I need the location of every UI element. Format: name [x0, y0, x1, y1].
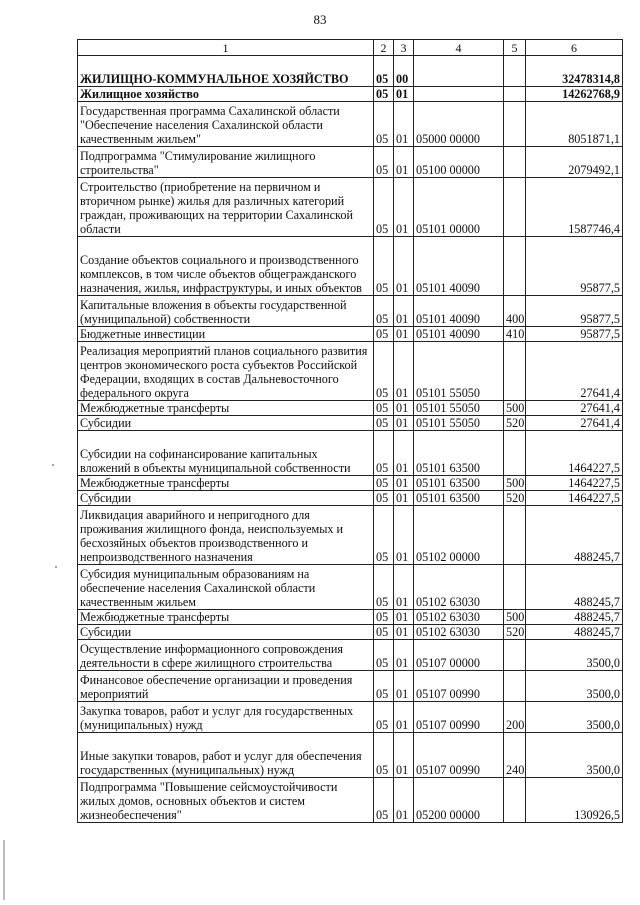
cell-sum: 14262768,9: [526, 87, 623, 102]
cell-sum: 488245,7: [526, 506, 623, 565]
cell-csr: 05000 00000: [414, 102, 504, 147]
table-row: [78, 702, 623, 733]
cell-rz: 05: [374, 342, 394, 401]
cell-rz: 05: [374, 296, 394, 327]
table-row: [78, 565, 623, 610]
table-row: [78, 491, 623, 506]
cell-pr: 01: [394, 671, 414, 702]
cell-sum: 95877,5: [526, 237, 623, 296]
cell-sum: 488245,7: [526, 565, 623, 610]
cell-rz: 05: [374, 327, 394, 342]
cell-name: Осуществление информационного сопровождения деятельности в сфере жилищного строительства: [78, 640, 374, 671]
scan-speck: [55, 566, 57, 568]
page-number: 83: [313, 12, 327, 27]
cell-rz: 05: [374, 56, 394, 87]
cell-name: Межбюджетные трансферты: [78, 610, 374, 625]
cell-pr: 01: [394, 401, 414, 416]
cell-vr: 520: [504, 491, 526, 506]
cell-rz: 05: [374, 87, 394, 102]
table-row: [78, 342, 623, 401]
cell-name: Иные закупки товаров, работ и услуг для обеспечения государственных (муниципальных) нужд: [78, 733, 374, 778]
cell-csr: 05102 63030: [414, 565, 504, 610]
cell-pr: 01: [394, 237, 414, 296]
cell-sum: 2079492,1: [526, 147, 623, 178]
cell-sum: 1464227,5: [526, 431, 623, 476]
scan-speck: [52, 464, 54, 466]
cell-pr: 01: [394, 296, 414, 327]
header-cell: 6: [526, 40, 623, 56]
cell-rz: 05: [374, 640, 394, 671]
cell-sum: 95877,5: [526, 296, 623, 327]
cell-sum: 32478314,8: [526, 56, 623, 87]
cell-vr: 500: [504, 401, 526, 416]
cell-csr: 05101 63500: [414, 491, 504, 506]
cell-csr: [414, 56, 504, 87]
cell-name: Субсидии: [78, 491, 374, 506]
table-row: [78, 87, 623, 102]
cell-csr: 05101 40090: [414, 237, 504, 296]
cell-vr: [504, 178, 526, 237]
header-cell: 1: [78, 40, 374, 56]
cell-rz: 05: [374, 237, 394, 296]
cell-pr: 01: [394, 565, 414, 610]
cell-name: Капитальные вложения в объекты государственной (муниципальной) собственности: [78, 296, 374, 327]
budget-table: [77, 39, 623, 823]
cell-pr: 01: [394, 178, 414, 237]
cell-vr: 520: [504, 416, 526, 431]
table-row: [78, 401, 623, 416]
table-row: [78, 237, 623, 296]
cell-rz: 05: [374, 610, 394, 625]
table-row: [78, 102, 623, 147]
cell-pr: 01: [394, 147, 414, 178]
cell-sum: 27641,4: [526, 342, 623, 401]
table-row: [78, 416, 623, 431]
cell-sum: 488245,7: [526, 610, 623, 625]
cell-sum: 3500,0: [526, 640, 623, 671]
table-row: [78, 178, 623, 237]
cell-rz: 05: [374, 401, 394, 416]
cell-name: Межбюджетные трансферты: [78, 476, 374, 491]
cell-name: ЖИЛИЩНО-КОММУНАЛЬНОЕ ХОЗЯЙСТВО: [78, 56, 374, 87]
cell-name: Субсидии: [78, 416, 374, 431]
cell-sum: 27641,4: [526, 416, 623, 431]
cell-name: Жилищное хозяйство: [78, 87, 374, 102]
header-cell: 5: [504, 40, 526, 56]
cell-sum: 95877,5: [526, 327, 623, 342]
cell-sum: 488245,7: [526, 625, 623, 640]
header-cell: 2: [374, 40, 394, 56]
cell-vr: 410: [504, 327, 526, 342]
table-row: [78, 327, 623, 342]
cell-rz: 05: [374, 431, 394, 476]
cell-rz: 05: [374, 178, 394, 237]
cell-name: Ликвидация аварийного и непригодного для проживания жилищного фонда, неиспользуемых и бесхозяйных объектов производственного и непроизводственного назначения: [78, 506, 374, 565]
cell-rz: 05: [374, 565, 394, 610]
cell-csr: 05107 00990: [414, 671, 504, 702]
cell-pr: 01: [394, 416, 414, 431]
cell-csr: [414, 87, 504, 102]
table-row: [78, 733, 623, 778]
table-row: [78, 56, 623, 87]
cell-csr: 05101 63500: [414, 431, 504, 476]
cell-vr: [504, 147, 526, 178]
cell-csr: 05102 63030: [414, 610, 504, 625]
cell-name: Субсидия муниципальным образованиям на обеспечение населения Сахалинской области качественным жильем: [78, 565, 374, 610]
cell-csr: 05107 00990: [414, 702, 504, 733]
cell-name: Реализация мероприятий планов социального развития центров экономического роста субъектов Российской Федерации, входящих в состав Дальневосточного федерального округа: [78, 342, 374, 401]
table-row: [78, 296, 623, 327]
cell-pr: 01: [394, 327, 414, 342]
cell-pr: 01: [394, 491, 414, 506]
cell-vr: 500: [504, 476, 526, 491]
cell-sum: 8051871,1: [526, 102, 623, 147]
cell-rz: 05: [374, 102, 394, 147]
cell-rz: 05: [374, 476, 394, 491]
table-row: [78, 431, 623, 476]
cell-vr: [504, 431, 526, 476]
cell-rz: 05: [374, 491, 394, 506]
scan-margin-mark: [3, 840, 5, 900]
cell-vr: [504, 342, 526, 401]
table-row: [78, 476, 623, 491]
cell-rz: 05: [374, 416, 394, 431]
cell-rz: 05: [374, 778, 394, 823]
cell-name: Создание объектов социального и производственного комплексов, в том числе объектов общегражданского назначения, жилья, инфраструктуры, и иных объектов: [78, 237, 374, 296]
cell-sum: 3500,0: [526, 733, 623, 778]
cell-rz: 05: [374, 506, 394, 565]
cell-name: Государственная программа Сахалинской области "Обеспечение населения Сахалинской области качественным жильем": [78, 102, 374, 147]
cell-csr: 05101 40090: [414, 296, 504, 327]
cell-pr: 01: [394, 610, 414, 625]
cell-vr: [504, 87, 526, 102]
cell-rz: 05: [374, 147, 394, 178]
cell-name: Бюджетные инвестиции: [78, 327, 374, 342]
cell-vr: [504, 671, 526, 702]
cell-pr: 01: [394, 625, 414, 640]
cell-pr: 00: [394, 56, 414, 87]
cell-pr: 01: [394, 342, 414, 401]
cell-csr: 05200 00000: [414, 778, 504, 823]
cell-name: Субсидии на софинансирование капитальных вложений в объекты муниципальной собственности: [78, 431, 374, 476]
cell-csr: 05100 00000: [414, 147, 504, 178]
cell-csr: 05101 55050: [414, 416, 504, 431]
table-row: [78, 610, 623, 625]
cell-vr: [504, 237, 526, 296]
cell-csr: 05101 55050: [414, 401, 504, 416]
cell-pr: 01: [394, 778, 414, 823]
cell-name: Подпрограмма "Стимулирование жилищного строительства": [78, 147, 374, 178]
cell-pr: 01: [394, 506, 414, 565]
cell-rz: 05: [374, 702, 394, 733]
cell-sum: 1587746,4: [526, 178, 623, 237]
cell-vr: 200: [504, 702, 526, 733]
cell-pr: 01: [394, 640, 414, 671]
cell-rz: 05: [374, 625, 394, 640]
cell-csr: 05101 40090: [414, 327, 504, 342]
cell-vr: 240: [504, 733, 526, 778]
cell-pr: 01: [394, 102, 414, 147]
cell-vr: [504, 56, 526, 87]
cell-rz: 05: [374, 671, 394, 702]
header-cell: 3: [394, 40, 414, 56]
cell-name: Подпрограмма "Повышение сейсмоустойчивости жилых домов, основных объектов и систем жизнеобеспечения": [78, 778, 374, 823]
cell-sum: 27641,4: [526, 401, 623, 416]
cell-vr: [504, 506, 526, 565]
cell-vr: [504, 778, 526, 823]
cell-vr: [504, 565, 526, 610]
cell-sum: 3500,0: [526, 671, 623, 702]
cell-name: Межбюджетные трансферты: [78, 401, 374, 416]
table-row: [78, 640, 623, 671]
cell-vr: [504, 102, 526, 147]
cell-sum: 130926,5: [526, 778, 623, 823]
cell-csr: 05107 00990: [414, 733, 504, 778]
cell-csr: 05107 00000: [414, 640, 504, 671]
cell-vr: [504, 640, 526, 671]
cell-csr: 05101 00000: [414, 178, 504, 237]
cell-vr: 520: [504, 625, 526, 640]
table-row: [78, 147, 623, 178]
cell-pr: 01: [394, 87, 414, 102]
cell-pr: 01: [394, 476, 414, 491]
cell-csr: 05102 63030: [414, 625, 504, 640]
cell-csr: 05102 00000: [414, 506, 504, 565]
cell-sum: 1464227,5: [526, 491, 623, 506]
cell-name: Закупка товаров, работ и услуг для государственных (муниципальных) нужд: [78, 702, 374, 733]
cell-vr: 500: [504, 610, 526, 625]
cell-pr: 01: [394, 431, 414, 476]
cell-pr: 01: [394, 702, 414, 733]
header-row: [78, 40, 623, 56]
cell-vr: 400: [504, 296, 526, 327]
cell-sum: 1464227,5: [526, 476, 623, 491]
header-cell: 4: [414, 40, 504, 56]
cell-csr: 05101 63500: [414, 476, 504, 491]
cell-name: Строительство (приобретение на первичном и вторичном рынке) жилья для различных категорий граждан, проживающих на территории Сахалинской области: [78, 178, 374, 237]
cell-pr: 01: [394, 733, 414, 778]
cell-csr: 05101 55050: [414, 342, 504, 401]
table-row: [78, 778, 623, 823]
cell-name: Финансовое обеспечение организации и проведения мероприятий: [78, 671, 374, 702]
table-row: [78, 625, 623, 640]
cell-name: Субсидии: [78, 625, 374, 640]
cell-rz: 05: [374, 733, 394, 778]
table-row: [78, 671, 623, 702]
cell-sum: 3500,0: [526, 702, 623, 733]
table-row: [78, 506, 623, 565]
